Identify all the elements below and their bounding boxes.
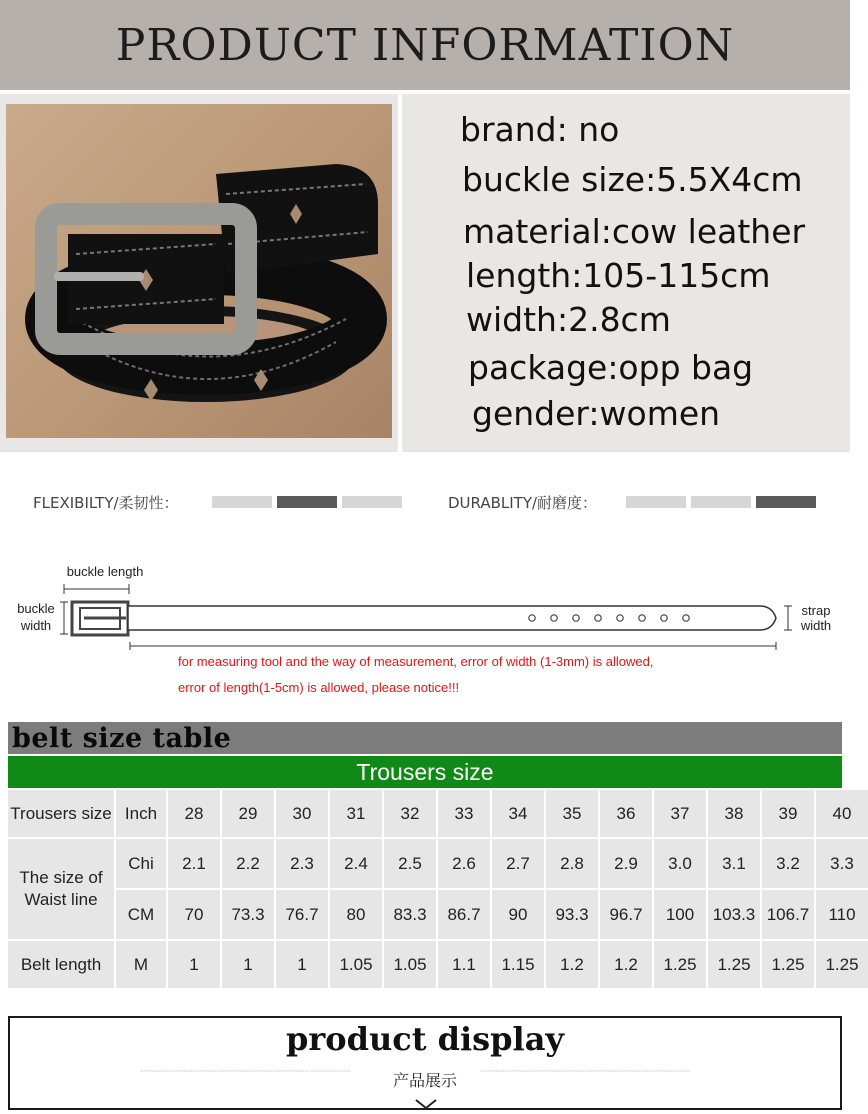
unit-m: M — [116, 941, 166, 988]
measurement-panel — [0, 456, 850, 718]
cell-belt-length-11: 1.25 — [762, 941, 814, 988]
cell-inch-2: 30 — [276, 790, 328, 837]
belt-illustration — [6, 104, 392, 438]
cell-chi-12: 3.3 — [816, 839, 868, 888]
cell-belt-length-10: 1.25 — [708, 941, 760, 988]
cell-belt-length-9: 1.25 — [654, 941, 706, 988]
row-label-trousers: Trousers size — [8, 790, 114, 837]
cell-inch-7: 35 — [546, 790, 598, 837]
buckle-width-label-line2: width — [20, 618, 52, 633]
cell-chi-1: 2.2 — [222, 839, 274, 888]
cell-cm-4: 83.3 — [384, 890, 436, 939]
page-title: PRODUCT INFORMATION — [115, 19, 735, 71]
cell-inch-0: 28 — [168, 790, 220, 837]
cell-cm-2: 76.7 — [276, 890, 328, 939]
cell-inch-6: 34 — [492, 790, 544, 837]
belt-diagram — [0, 456, 850, 718]
unit-inch: Inch — [116, 790, 166, 837]
product-info-panel — [0, 94, 850, 452]
measurement-note-line2: error of length(1-5cm) is allowed, please notice!!! — [178, 680, 460, 695]
cell-belt-length-5: 1.1 — [438, 941, 490, 988]
cell-belt-length-0: 1 — [168, 941, 220, 988]
cell-chi-10: 3.1 — [708, 839, 760, 888]
product-display-subtitle: 产品展示 — [392, 1071, 457, 1090]
cell-inch-4: 32 — [384, 790, 436, 837]
cell-inch-1: 29 — [222, 790, 274, 837]
panel-divider — [398, 94, 402, 452]
spec-package: package:opp bag — [468, 348, 754, 387]
cell-cm-6: 90 — [492, 890, 544, 939]
cell-cm-10: 103.3 — [708, 890, 760, 939]
cell-cm-7: 93.3 — [546, 890, 598, 939]
cell-inch-8: 36 — [600, 790, 652, 837]
cell-chi-7: 2.8 — [546, 839, 598, 888]
cell-cm-0: 70 — [168, 890, 220, 939]
flexibility-label: FLEXIBILTY/柔韧性： — [33, 494, 179, 512]
cell-cm-9: 100 — [654, 890, 706, 939]
cell-inch-3: 31 — [330, 790, 382, 837]
cell-inch-5: 33 — [438, 790, 490, 837]
cell-inch-11: 39 — [762, 790, 814, 837]
cell-cm-11: 106.7 — [762, 890, 814, 939]
faint-caption-right: ~~~~~~~~~~~~~~~~~~~~~~~~~~~~~~~~~~~~~~~~~~~~~~~~~~~~~~~~~~~~ — [480, 1069, 691, 1075]
size-table-title: belt size table — [12, 723, 232, 754]
cell-belt-length-4: 1.05 — [384, 941, 436, 988]
cell-cm-3: 80 — [330, 890, 382, 939]
size-table-heading — [8, 722, 842, 754]
cell-chi-2: 2.3 — [276, 839, 328, 888]
measurement-note-line1: for measuring tool and the way of measurement, error of width (1-3mm) is allowed, — [178, 654, 654, 669]
cell-belt-length-1: 1 — [222, 941, 274, 988]
cell-cm-5: 86.7 — [438, 890, 490, 939]
unit-chi: Chi — [116, 839, 166, 888]
row-label-waist: The size of Waist line — [8, 839, 114, 939]
cell-belt-length-2: 1 — [276, 941, 328, 988]
cell-cm-8: 96.7 — [600, 890, 652, 939]
cell-chi-5: 2.6 — [438, 839, 490, 888]
cell-cm-1: 73.3 — [222, 890, 274, 939]
trousers-size-banner-text: Trousers size — [356, 758, 494, 785]
cell-inch-9: 37 — [654, 790, 706, 837]
cell-belt-length-3: 1.05 — [330, 941, 382, 988]
cell-inch-10: 38 — [708, 790, 760, 837]
product-display-title: product display — [285, 1020, 565, 1058]
buckle-length-label: buckle length — [66, 564, 144, 579]
size-table — [8, 788, 859, 988]
cell-inch-12: 40 — [816, 790, 868, 837]
cell-chi-8: 2.9 — [600, 839, 652, 888]
durability-label: DURABLITY/耐磨度： — [448, 494, 598, 512]
product-display-box — [8, 1016, 842, 1110]
cell-chi-11: 3.2 — [762, 839, 814, 888]
row-label-belt: Belt length — [8, 941, 114, 988]
cell-chi-4: 2.5 — [384, 839, 436, 888]
cell-cm-12: 110 — [816, 890, 868, 939]
page-header — [0, 0, 850, 90]
belt-photo — [6, 104, 392, 438]
buckle-width-label-line1: buckle — [17, 601, 55, 616]
strap-width-label-line2: width — [800, 618, 832, 633]
cell-chi-0: 2.1 — [168, 839, 220, 888]
chevron-down-icon — [414, 1098, 438, 1110]
trousers-size-banner — [8, 756, 842, 788]
strap-width-label-line1: strap — [801, 603, 831, 618]
spec-gender: gender:women — [472, 394, 721, 433]
spec-material: material:cow leather — [463, 212, 806, 251]
cell-chi-3: 2.4 — [330, 839, 382, 888]
cell-belt-length-8: 1.2 — [600, 941, 652, 988]
cell-belt-length-12: 1.25 — [816, 941, 868, 988]
cell-belt-length-6: 1.15 — [492, 941, 544, 988]
cell-belt-length-7: 1.2 — [546, 941, 598, 988]
cell-chi-6: 2.7 — [492, 839, 544, 888]
spec-length: length:105-115cm — [466, 256, 771, 295]
spec-width: width:2.8cm — [466, 300, 671, 339]
spec-brand: brand: no — [460, 110, 620, 149]
faint-caption-left: ~~~~~~~~~~~~~~~~~~~~~~~~~~~~~~~~~~~~~~~~~~~~~~~~~~~~~~~~~~~~ — [140, 1069, 351, 1075]
spec-buckle-size: buckle size:5.5X4cm — [462, 160, 803, 199]
cell-chi-9: 3.0 — [654, 839, 706, 888]
unit-cm: CM — [116, 890, 166, 939]
